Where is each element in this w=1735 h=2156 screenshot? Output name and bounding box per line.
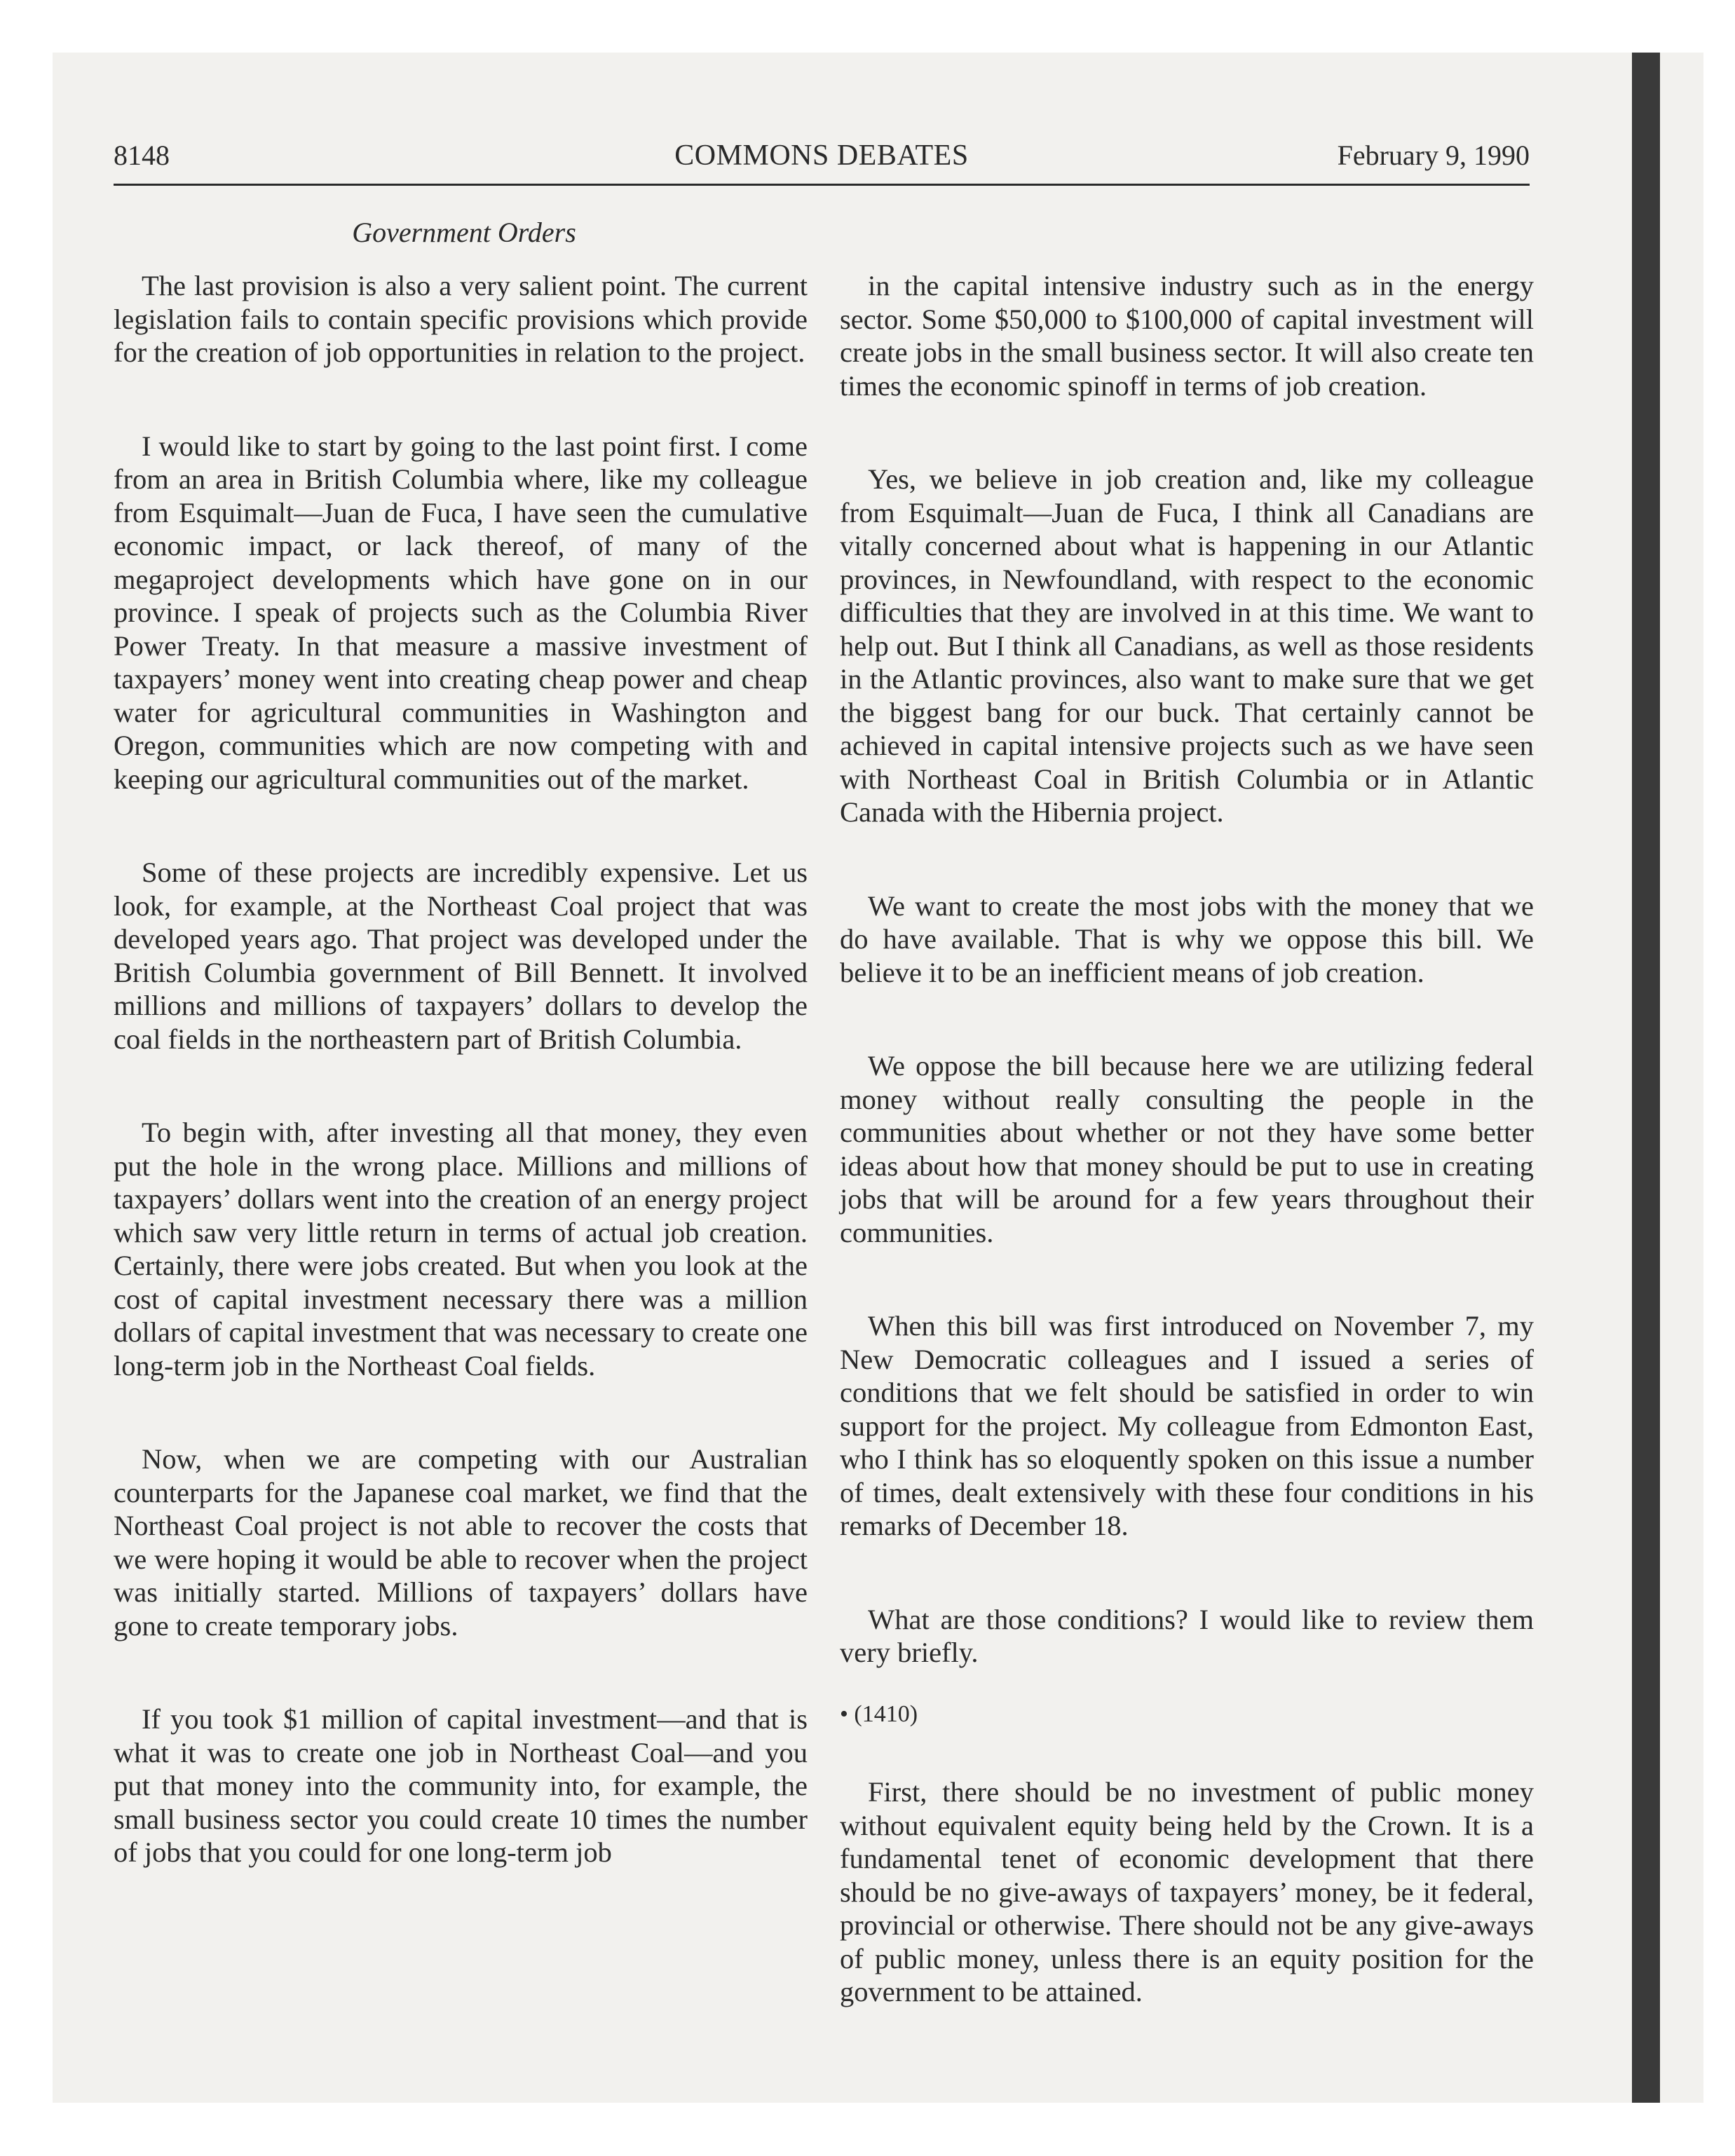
- paragraph: I would like to start by going to the last point first. I come from an area in British Columbia where, like my colleague from Esquimalt—Juan de Fuca, I have seen the cumulative economic impact, or lack thereof, of many of the megaproject developments which have gone on in our province. I speak of projects such as the Columbia River Power Treaty. In that measure a massive investment of taxpayers’ money went into creating cheap power and cheap water for agricultural communities in Washington and Oregon, communities which are now competing with and keeping our agricultural communities out of the market.: [114, 430, 808, 795]
- paragraph: The last provision is also a very salient point. The current legislation fails to contain specific provisions which provide for the creation of job opportunities in relation to the project.: [114, 270, 808, 368]
- paragraph: in the capital intensive industry such as in the energy sector. Some $50,000 to $100,000 of capital investment will create jobs in the small business sector. It will also create ten times the economic spinoff in terms of job creation.: [840, 270, 1534, 402]
- page-header: [114, 139, 1530, 181]
- header-rule: [114, 184, 1530, 186]
- header-date: February 9, 1990: [1337, 139, 1530, 171]
- paragraph: Some of these projects are incredibly expensive. Let us look, for example, at the Northeast Coal project that was developed years ago. That project was developed under the British Columbia government of Bill Bennett. It involved millions and millions of taxpayers’ dollars to develop the coal fields in the northeastern part of British Columbia.: [114, 857, 808, 1055]
- paragraph: When this bill was first introduced on November 7, my New Democratic colleagues and I issued a series of conditions that we felt should be satisfied in order to win support for the project. My colleague from Edmonton East, who I think has so eloquently spoken on this issue a number of times, dealt extensively with these four conditions in his remarks of December 18.: [840, 1310, 1534, 1541]
- paragraph: First, there should be no investment of public money without equivalent equity being held by the Crown. It is a fundamental tenet of economic development that there should be no give-aways of taxpayers’ money, be it federal, provincial or otherwise. There should not be any give-aways of public money, unless there is an equity position for the government to be attained.: [840, 1776, 1534, 2007]
- paragraph: Now, when we are competing with our Australian counterparts for the Japanese coal market, we find that the Northeast Coal project is not able to recover the costs that we were hoping it would be able to recover when the project was initially started. Millions of taxpayers’ dollars have gone to create temporary jobs.: [114, 1443, 808, 1642]
- paragraph: Yes, we believe in job creation and, like my colleague from Esquimalt—Juan de Fuca, I think all Canadians are vitally concerned about what is happening in our Atlantic provinces, in Newfoundland, with respect to the economic difficulties that they are involved in at this time. We want to help out. But I think all Canadians, as well as those residents in the Atlantic provinces, also want to make sure that we get the biggest bang for our buck. That certainly cannot be achieved in capital intensive projects such as we have seen with Northeast Coal in British Columbia or in Atlantic Canada with the Hibernia project.: [840, 463, 1534, 828]
- paragraph: We want to create the most jobs with the money that we do have available. That is why we oppose this bill. We believe it to be an inefficient means of job creation.: [840, 889, 1534, 988]
- left-column: [114, 269, 808, 1869]
- paragraph: If you took $1 million of capital investment—and that is what it was to create one job in Northeast Coal—and you put that money into the community into, for example, the small business sector you could create 10 times the number of jobs that you could for one long-term job: [114, 1703, 808, 1868]
- running-title: COMMONS DEBATES: [674, 139, 969, 172]
- time-marker: • (1410): [840, 1700, 918, 1727]
- paragraph: To begin with, after investing all that money, they even put the hole in the wrong place. Millions and millions of taxpayers’ dollars went into the creation of an energy project which saw very little return in terms of actual job creation. Certainly, there were jobs created. But when you look at the cost of capital investment necessary there was a million dollars of capital investment that was necessary to create one long-term job in the Northeast Coal fields.: [114, 1117, 808, 1381]
- section-heading: Government Orders: [352, 217, 576, 248]
- paragraph: What are those conditions? I would like to review them very briefly.: [840, 1603, 1534, 1668]
- page-number: 8148: [114, 139, 170, 171]
- paragraph: We oppose the bill because here we are utilizing federal money without really consulting the people in the communities about whether or not they have some better ideas about how that money should be put to use in creating jobs that will be around for a few years throughout their communities.: [840, 1050, 1534, 1248]
- right-column: [840, 269, 1534, 2009]
- page-edge-shadow: [1632, 53, 1660, 2103]
